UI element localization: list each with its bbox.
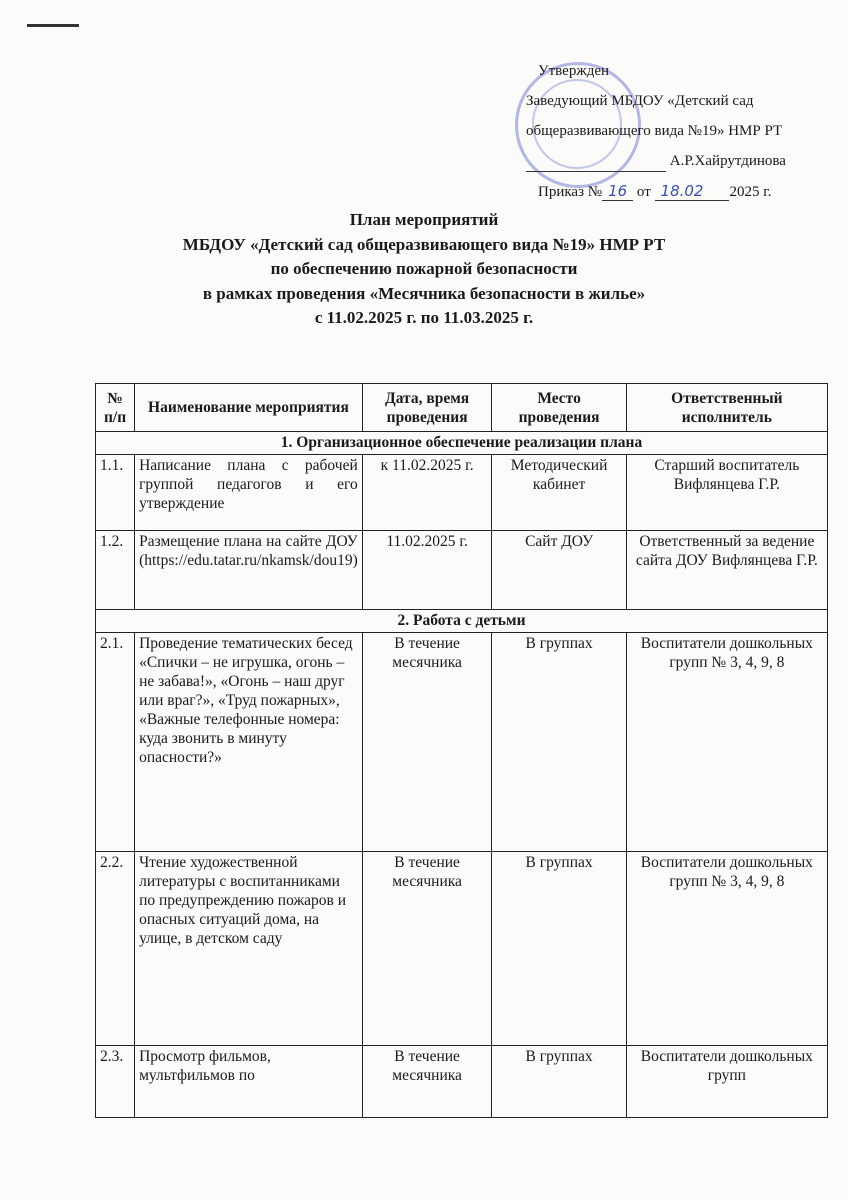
order-number: 16 <box>602 182 633 201</box>
header-responsible: Ответственный исполнитель <box>626 384 827 432</box>
table-row <box>96 531 828 610</box>
row-name: Просмотр фильмов, мультфильмов по <box>135 1046 363 1118</box>
scan-mark <box>27 24 79 27</box>
row-num: 2.3. <box>96 1046 135 1118</box>
row-place: Методический кабинет <box>492 455 626 531</box>
row-num: 1.1. <box>96 455 135 531</box>
section-row <box>96 610 828 633</box>
row-name: Чтение художественной литературы с воспитанниками по предупреждению пожаров и опасных ситуаций дома, на улице, в детском саду <box>135 852 363 1046</box>
row-date: к 11.02.2025 г. <box>362 455 492 531</box>
order-line <box>526 180 786 210</box>
section-title: 2. Работа с детьми <box>96 610 828 633</box>
table-row <box>96 852 828 1046</box>
order-year: 2025 г. <box>729 184 772 200</box>
approval-line: Заведующий МБДОУ «Детский сад <box>526 93 754 109</box>
row-place: Сайт ДОУ <box>492 531 626 610</box>
row-name: Размещение плана на сайте ДОУ (https://edu.tatar.ru/nkamsk/dou19) <box>135 531 363 610</box>
row-responsible: Старший воспитатель Вифлянцева Г.Р. <box>626 455 827 531</box>
title-line: План мероприятий <box>349 210 499 229</box>
table-row <box>96 455 828 531</box>
row-responsible: Ответственный за ведение сайта ДОУ Вифлянцева Г.Р. <box>626 531 827 610</box>
approval-line: Утвержден <box>538 63 610 79</box>
row-place: В группах <box>492 1046 626 1118</box>
title-line: по обеспечению пожарной безопасности <box>270 259 578 278</box>
row-place: В группах <box>492 852 626 1046</box>
section-row <box>96 432 828 455</box>
approval-line: общеразвивающего вида №19» НМР РТ <box>526 123 783 139</box>
row-date: В течение месячника <box>362 633 492 852</box>
header-date: Дата, время проведения <box>362 384 492 432</box>
order-prefix: Приказ № <box>538 184 603 200</box>
table-header-row <box>96 384 828 432</box>
signer-name: А.Р.Хайрутдинова <box>669 153 786 169</box>
row-responsible: Воспитатели дошкольных групп <box>626 1046 827 1118</box>
row-date: 11.02.2025 г. <box>362 531 492 610</box>
row-responsible: Воспитатели дошкольных групп № 3, 4, 9, 8 <box>626 852 827 1046</box>
order-date: 18.02 <box>655 182 730 201</box>
title-line: МБДОУ «Детский сад общеразвивающего вида №19» НМР РТ <box>182 234 666 254</box>
row-num: 2.1. <box>96 633 135 852</box>
row-date: В течение месячника <box>362 1046 492 1118</box>
row-num: 1.2. <box>96 531 135 610</box>
row-num: 2.2. <box>96 852 135 1046</box>
header-place: Место проведения <box>492 384 626 432</box>
title-line: с 11.02.2025 г. по 11.03.2025 г. <box>314 308 534 327</box>
plan-table <box>95 383 828 1118</box>
table-row <box>96 633 828 852</box>
row-responsible: Воспитатели дошкольных групп № 3, 4, 9, 8 <box>626 633 827 852</box>
document-title <box>0 208 848 331</box>
signer-line <box>526 150 786 180</box>
header-name: Наименование мероприятия <box>135 384 363 432</box>
row-name: Проведение тематических бесед «Спички – не игрушка, огонь – не забава!», «Огонь – наш друг или враг?», «Труд пожарных», «Важные телефонные номера: куда звонить в минуту опасности?» <box>135 633 363 852</box>
row-place: В группах <box>492 633 626 852</box>
header-num: № п/п <box>96 384 135 432</box>
table-row <box>96 1046 828 1118</box>
order-from: от <box>636 184 651 200</box>
section-title: 1. Организационное обеспечение реализации плана <box>96 432 828 455</box>
title-line: в рамках проведения «Месячника безопасности в жилье» <box>202 283 646 303</box>
row-name: Написание плана с рабочей группой педагогов и его утверждение <box>135 455 363 531</box>
row-date: В течение месячника <box>362 852 492 1046</box>
approval-block <box>526 60 786 210</box>
